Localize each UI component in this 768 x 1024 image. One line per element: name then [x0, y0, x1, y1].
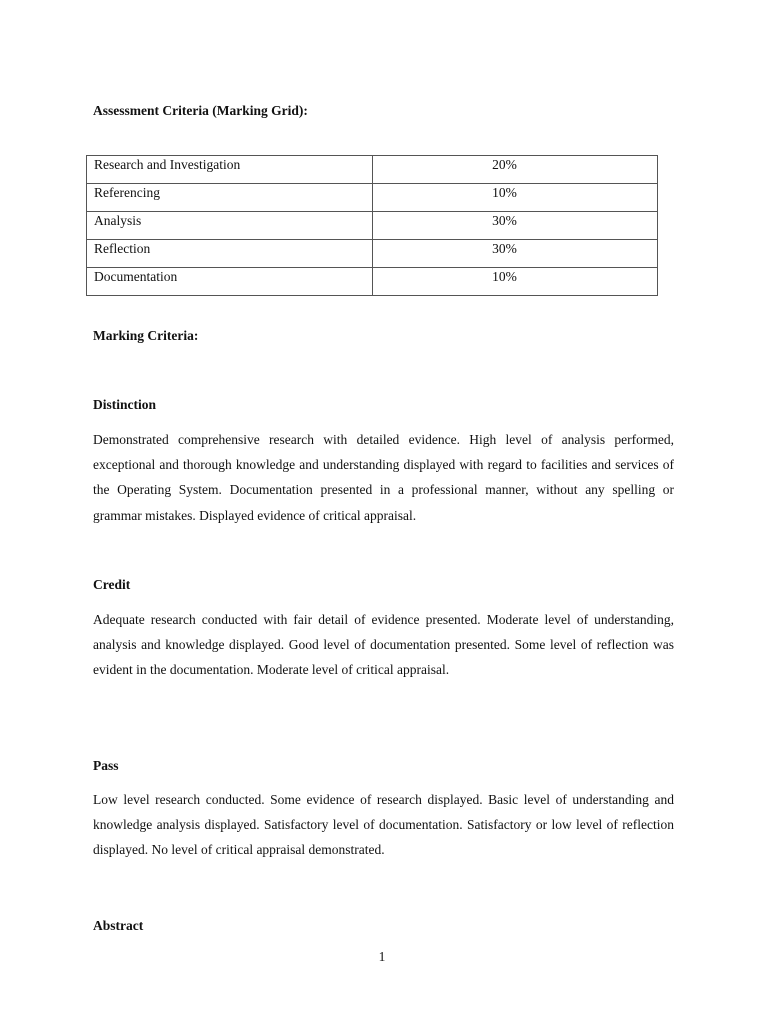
table-row: [87, 156, 658, 184]
weight-cell: 30%: [373, 212, 658, 240]
table-row: [87, 212, 658, 240]
assessment-criteria-heading: Assessment Criteria (Marking Grid):: [93, 103, 308, 118]
criterion-cell: Reflection: [87, 240, 373, 268]
table-row: [87, 268, 658, 296]
credit-description: Adequate research conducted with fair detail of evidence presented. Moderate level of understanding, analysis and knowledge displayed. Good level of documentation presented. Some level of reflection was evident in the documentation. Moderate level of critical appraisal.: [93, 612, 674, 678]
weight-cell: 20%: [373, 156, 658, 184]
weight-cell: 10%: [373, 268, 658, 296]
table-row: [87, 240, 658, 268]
distinction-heading: Distinction: [93, 397, 157, 412]
weight-cell: 30%: [373, 240, 658, 268]
weight-cell: 10%: [373, 184, 658, 212]
table-row: [87, 184, 658, 212]
marking-grid-table: [86, 155, 658, 296]
page-number: 1: [378, 949, 386, 964]
marking-criteria-heading: Marking Criteria:: [93, 328, 199, 343]
credit-heading: Credit: [93, 577, 131, 592]
pass-heading: Pass: [93, 758, 119, 773]
criterion-cell: Analysis: [87, 212, 373, 240]
criterion-cell: Referencing: [87, 184, 373, 212]
pass-description: Low level research conducted. Some evidence of research displayed. Basic level of understanding and knowledge analysis displayed. Satisfactory level of documentation. Satisfactory or low level of reflection displayed. No level of critical appraisal demonstrated.: [93, 792, 674, 858]
criterion-cell: Documentation: [87, 268, 373, 296]
abstract-heading: Abstract: [93, 918, 144, 933]
distinction-description: Demonstrated comprehensive research with detailed evidence. High level of analysis performed, exceptional and thorough knowledge and understanding displayed with regard to facilities and services of the Operating System. Documentation presented in a professional manner, without any spelling or grammar mistakes. Displayed evidence of critical appraisal.: [93, 432, 674, 523]
criterion-cell: Research and Investigation: [87, 156, 373, 184]
